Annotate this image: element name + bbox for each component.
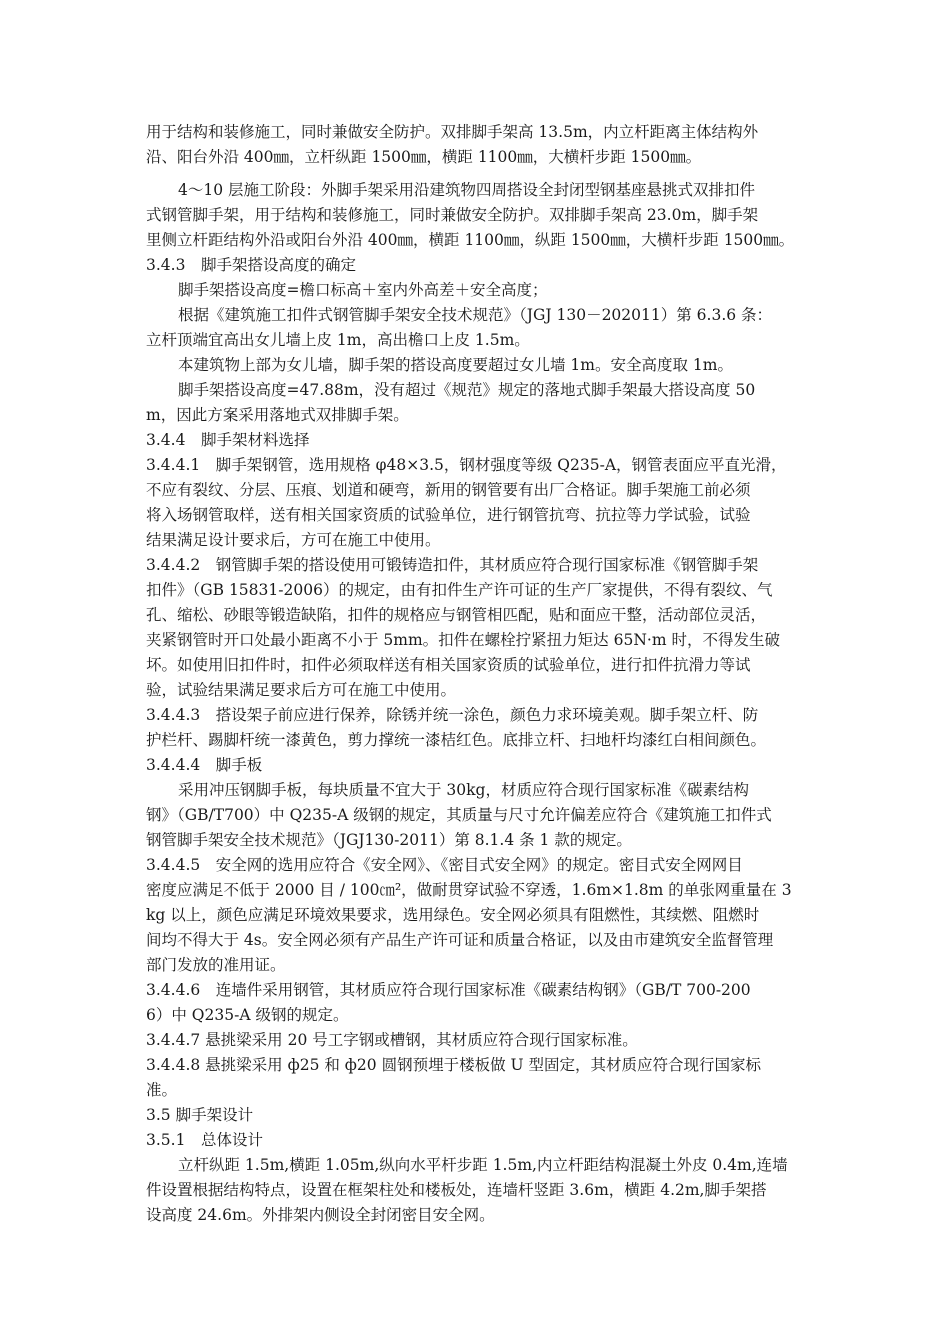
text-line: kg 以上，颜色应满足环境效果要求，选用绿色。安全网必须具有阻燃性，其续燃、阻燃时 bbox=[146, 906, 760, 924]
text-line: 夹紧钢管时开口处最小距离不小于 5mm。扣件在螺栓拧紧扭力矩达 65N·m 时，不得发生破 bbox=[146, 631, 780, 649]
text-line: 6）中 Q235-A 级钢的规定。 bbox=[146, 1006, 349, 1024]
text-line: 件设置根据结构特点，设置在框架柱处和楼板处，连墙杆竖距 3.6m，横距 4.2m,脚手架搭 bbox=[146, 1181, 767, 1199]
text-line: 护栏杆、踢脚杆统一漆黄色，剪力撑统一漆桔红色。底排立杆、扫地杆均漆红白相间颜色。 bbox=[146, 731, 767, 749]
text-line: 孔、缩松、砂眼等锻造缺陷，扣件的规格应与钢管相匹配，贴和面应干整，活动部位灵活， bbox=[146, 606, 767, 624]
text-line: 扣件》（GB 15831-2006）的规定，由有扣件生产许可证的生产厂家提供，不得有裂纹、气 bbox=[146, 581, 773, 599]
text-line: 立杆顶端宜高出女儿墙上皮 1m，高出檐口上皮 1.5m。 bbox=[146, 331, 530, 349]
text-line: 结果满足设计要求后，方可在施工中使用。 bbox=[146, 531, 441, 549]
text-line: 4～10 层施工阶段：外脚手架采用沿建筑物四周搭设全封闭型钢基座悬挑式双排扣件 bbox=[178, 181, 756, 199]
text-line: 采用冲压钢脚手板，每块质量不宜大于 30kg，材质应符合现行国家标准《碳素结构 bbox=[178, 781, 749, 799]
section-heading: 3.4.4.4 脚手板 bbox=[146, 756, 263, 774]
section-heading: 3.5.1 总体设计 bbox=[146, 1131, 263, 1149]
text-line: 3.4.4.5 安全网的选用应符合《安全网》、《密目式安全网》的规定。密目式安全网网目 bbox=[146, 856, 743, 874]
text-line: 设高度 24.6m。外排架内侧设全封闭密目安全网。 bbox=[146, 1206, 495, 1224]
text-line: 根据《建筑施工扣件式钢管脚手架安全技术规范》（JGJ 130－202011）第 6.3.6 条： bbox=[178, 306, 773, 324]
text-line: 脚手架搭设高度=47.88m，没有超过《规范》规定的落地式脚手架最大搭设高度 50 bbox=[178, 381, 756, 399]
section-heading: 3.5 脚手架设计 bbox=[146, 1106, 254, 1124]
text-line: 验，试验结果满足要求后方可在施工中使用。 bbox=[146, 681, 457, 699]
text-line: 3.4.4.3 搭设架子前应进行保养，除锈并统一涂色，颜色力求环境美观。脚手架立杆、防 bbox=[146, 706, 759, 724]
text-line: 部门发放的准用证。 bbox=[146, 956, 286, 974]
text-line: 立杆纵距 1.5m,横距 1.05m,纵向水平杆步距 1.5m,内立杆距结构混凝土外皮 0.4m,连墙 bbox=[178, 1156, 788, 1174]
text-line: 钢管脚手架安全技术规范》（JGJ130-2011）第 8.1.4 条 1 款的规定。 bbox=[146, 831, 632, 849]
text-line: 本建筑物上部为女儿墙，脚手架的搭设高度要超过女儿墙 1m。安全高度取 1m。 bbox=[178, 356, 733, 374]
text-line: 间均不得大于 4s。安全网必须有产品生产许可证和质量合格证，以及由市建筑安全监督管理 bbox=[146, 931, 774, 949]
text-line: 3.4.4.8 悬挑梁采用 ф25 和 ф20 圆钢预埋于楼板做 U 型固定，其材质应符合现行国家标 bbox=[146, 1056, 761, 1074]
text-line: 密度应满足不低于 2000 目 / 100㎝²，做耐贯穿试验不穿透，1.6m×1.8m 的单张网重量在 3 bbox=[146, 881, 792, 899]
text-line: 3.4.4.2 钢管脚手架的搭设使用可锻铸造扣件，其材质应符合现行国家标准《钢管脚手架 bbox=[146, 556, 759, 574]
text-line: 准。 bbox=[146, 1081, 178, 1099]
text-line: 3.4.4.7 悬挑梁采用 20 号工字钢或槽钢，其材质应符合现行国家标准。 bbox=[146, 1031, 638, 1049]
section-heading: 3.4.3 脚手架搭设高度的确定 bbox=[146, 256, 356, 274]
text-line: 用于结构和装修施工，同时兼做安全防护。双排脚手架高 13.5m，内立杆距离主体结构外 bbox=[146, 123, 759, 141]
text-line: m，因此方案采用落地式双排脚手架。 bbox=[146, 406, 409, 424]
text-line: 沿、阳台外沿 400㎜，立杆纵距 1500㎜，横距 1100㎜，大横杆步距 1500㎜。 bbox=[146, 148, 702, 166]
text-line: 将入场钢管取样，送有相关国家资质的试验单位，进行钢管抗弯、抗拉等力学试验，试验 bbox=[146, 506, 751, 524]
text-line: 脚手架搭设高度=檐口标高＋室内外高差＋安全高度； bbox=[178, 281, 548, 299]
text-line: 不应有裂纹、分层、压痕、划道和硬弯，新用的钢管要有出厂合格证。脚手架施工前必须 bbox=[146, 481, 751, 499]
text-line: 坏。如使用旧扣件时，扣件必须取样送有相关国家资质的试验单位，进行扣件抗滑力等试 bbox=[146, 656, 751, 674]
text-line: 3.4.4.1 脚手架钢管，选用规格 φ48×3.5，钢材强度等级 Q235-A，钢管表面应平直光滑， bbox=[146, 456, 787, 474]
text-line: 3.4.4.6 连墙件采用钢管，其材质应符合现行国家标准《碳素结构钢》（GB/T 700-200 bbox=[146, 981, 751, 999]
section-heading: 3.4.4 脚手架材料选择 bbox=[146, 431, 310, 449]
text-line: 里侧立杆距结构外沿或阳台外沿 400㎜，横距 1100㎜，纵距 1500㎜，大横杆步距 1500㎜。 bbox=[146, 231, 795, 249]
text-line: 式钢管脚手架，用于结构和装修施工，同时兼做安全防护。双排脚手架高 23.0m，脚手架 bbox=[146, 206, 759, 224]
text-line: 钢》（GB/T700）中 Q235-A 级钢的规定，其质量与尺寸允许偏差应符合《建筑施工扣件式 bbox=[146, 806, 772, 824]
